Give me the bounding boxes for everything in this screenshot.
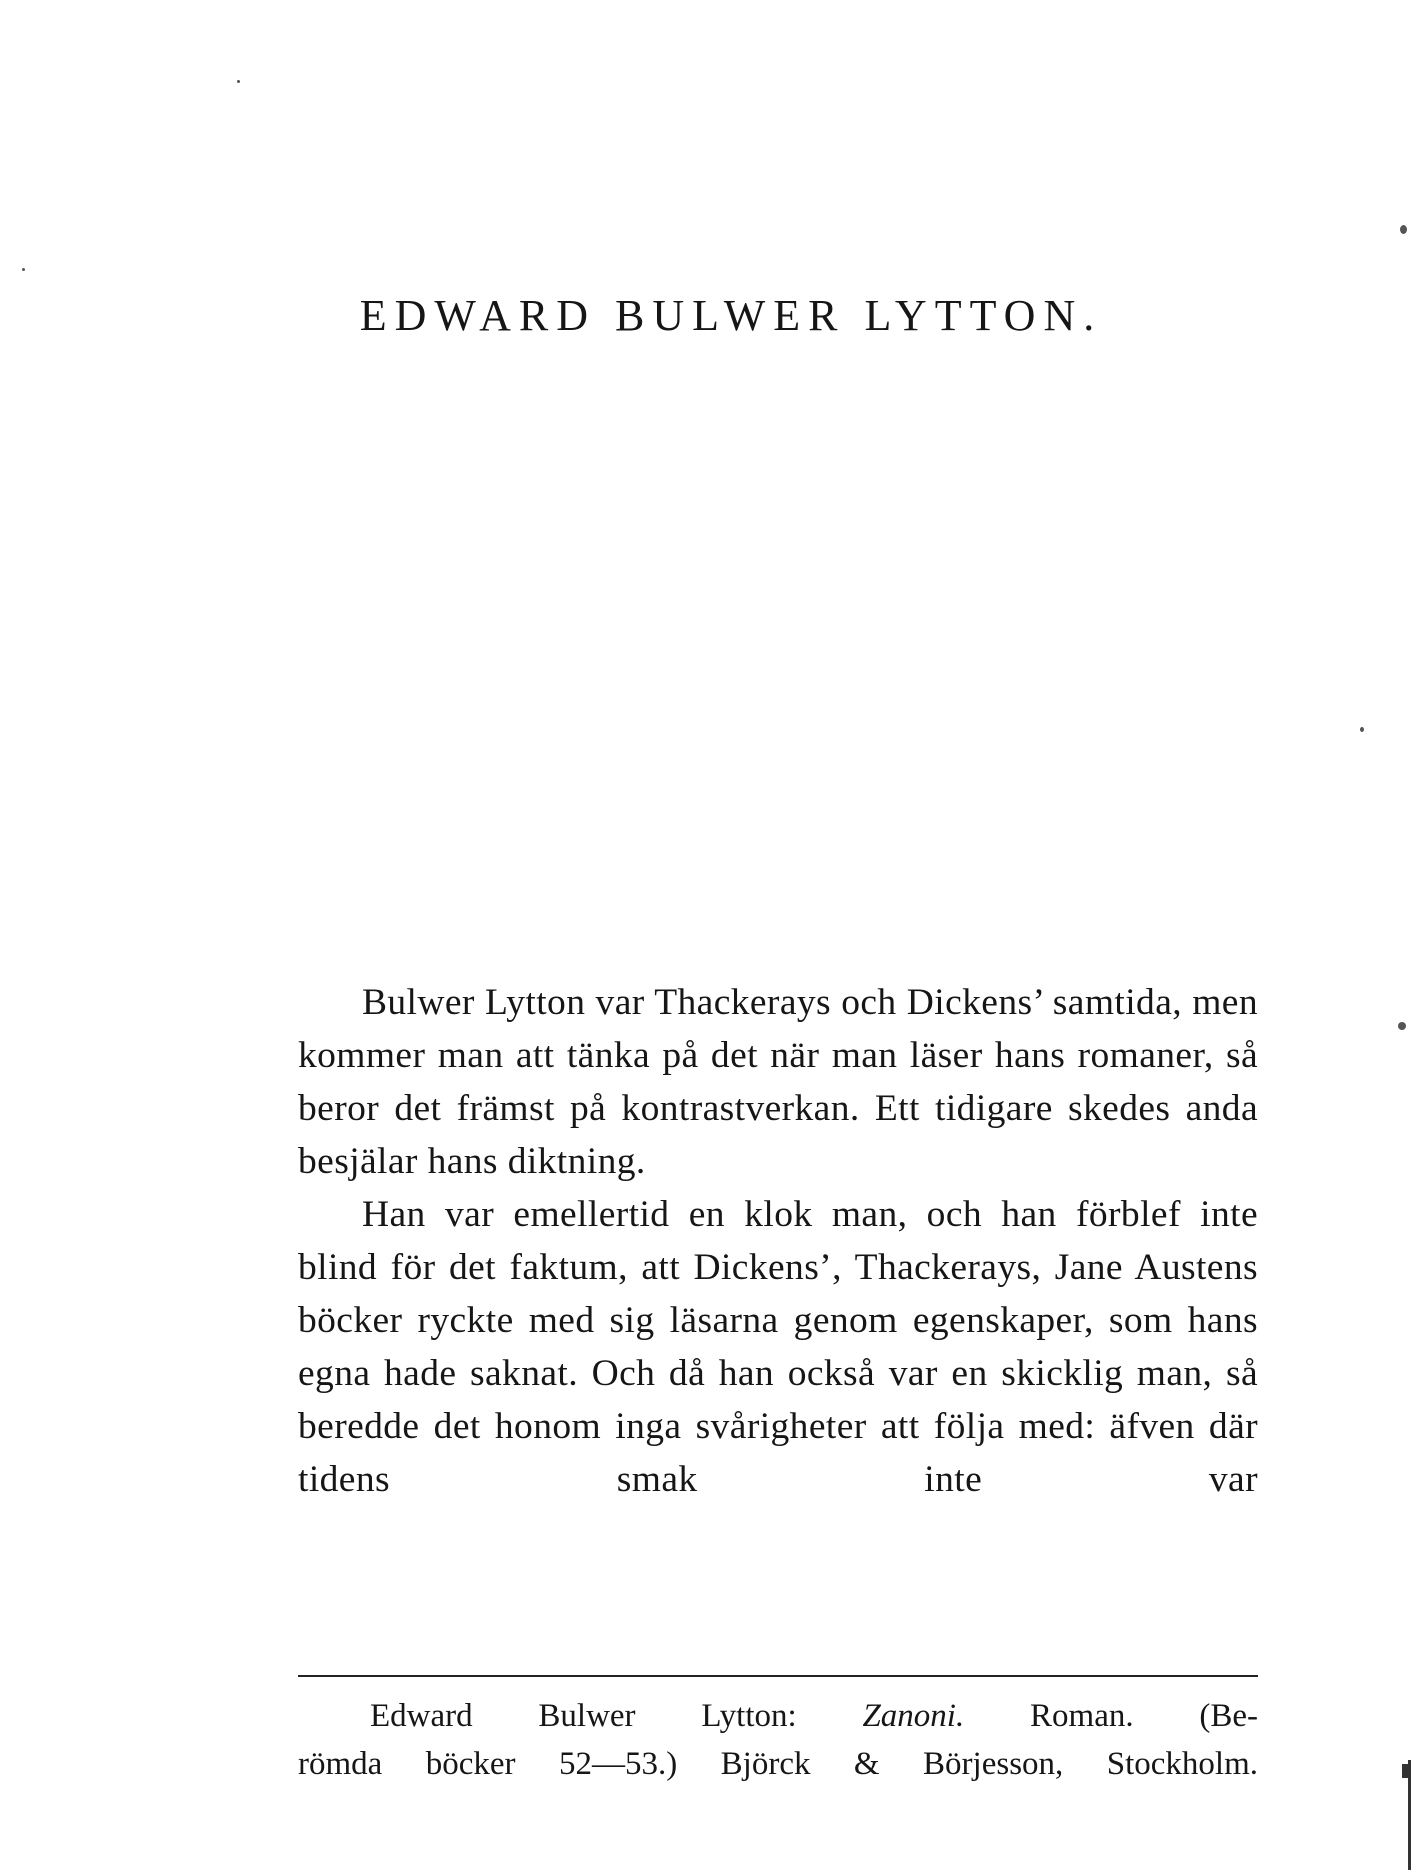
- body-text: [298, 976, 1258, 1506]
- footnote-author: Edward Bulwer Lytton:: [370, 1698, 863, 1734]
- footnote: [298, 1692, 1258, 1788]
- scan-speck: [1400, 225, 1407, 234]
- scan-speck: [1398, 1022, 1406, 1030]
- paragraph-1: Bulwer Lytton var Thackerays och Dickens’ samtida, men kommer man att tänka på det när man läser hans romaner, så beror det främst på kontrastverkan. Ett tidigare skedes anda besjälar hans diktning.: [298, 982, 1258, 1182]
- footnote-line-2: römda böcker 52—53.) Björck & Börjesson, Stockholm.: [298, 1746, 1258, 1782]
- scan-speck: [237, 80, 240, 83]
- footnote-rest: Roman. (Be-: [964, 1698, 1258, 1734]
- paragraph-2: Han var emellertid en klok man, och han förblef inte blind för det faktum, att Dickens’, Thackerays, Jane Austens böcker ryckte med sig läsarna genom egenskaper, som hans egna hade saknat. Och då han också var en skicklig man, så beredde det honom inga svårigheter att följa med: äfven där tidens smak inte var: [298, 1194, 1258, 1500]
- footnote-rule: [298, 1675, 1258, 1677]
- scan-speck: [1360, 727, 1364, 732]
- scan-speck: [22, 268, 25, 271]
- chapter-heading: EDWARD BULWER LYTTON.: [359, 291, 1103, 340]
- scan-edge-mark: [1402, 1764, 1410, 1778]
- footnote-line-1: [298, 1692, 1258, 1740]
- footnote-book-title: Zanoni.: [862, 1698, 965, 1734]
